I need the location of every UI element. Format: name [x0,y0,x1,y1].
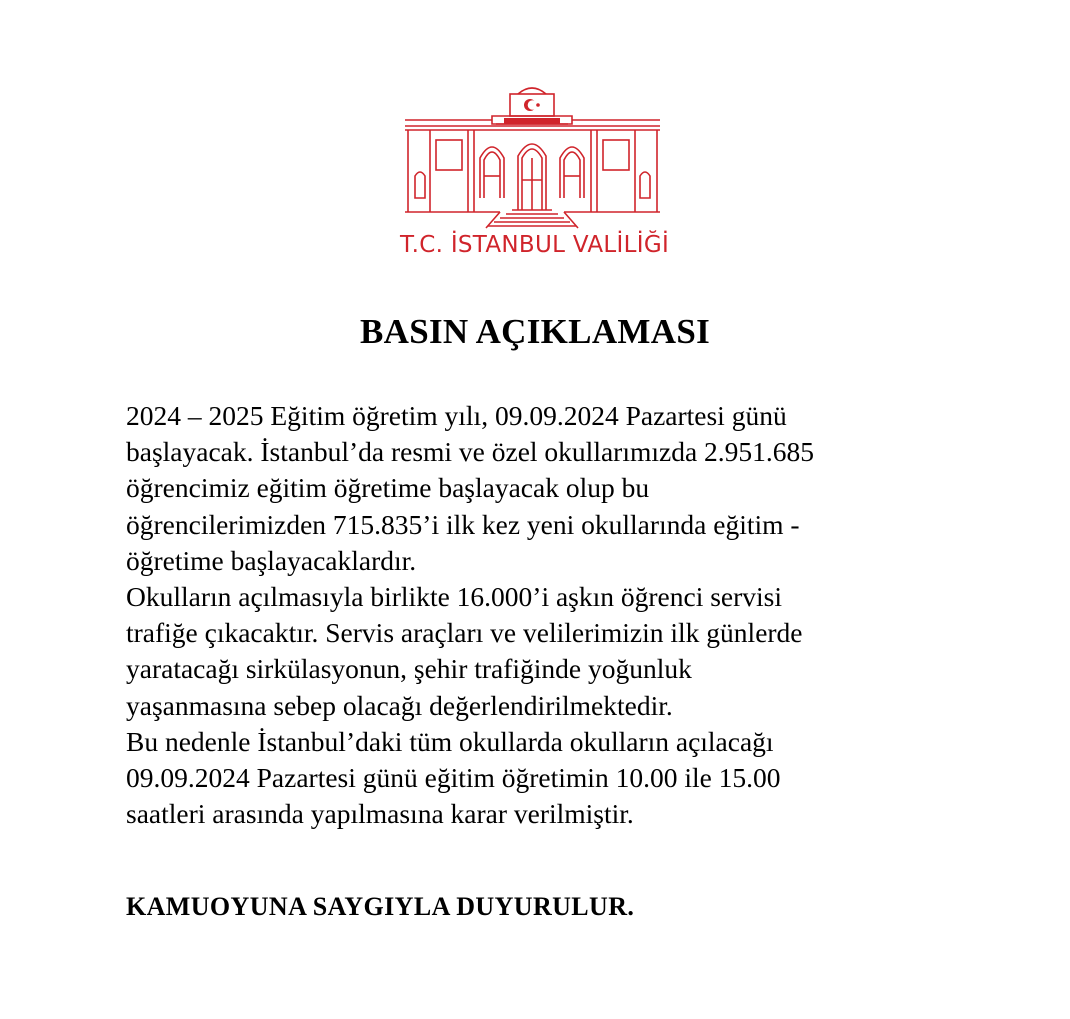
body-line: 09.09.2024 Pazartesi günü eğitim öğretimin 10.00 ile 15.00 [126,762,781,794]
body-line: başlayacak. İstanbul’da resmi ve özel okullarımızda 2.951.685 [126,436,815,468]
body-line: 2024 – 2025 Eğitim öğretim yılı, 09.09.2024 Pazartesi günü [126,400,787,431]
arched-windows [480,144,584,210]
logo-caption: T.C. İSTANBUL VALİLİĞİ [400,232,670,258]
crescent-star-emblem [510,88,554,116]
body-line: öğretime başlayacaklardır. [126,544,417,576]
entrance-stairs [486,210,578,228]
governorship-building-icon [400,80,665,230]
body-line: öğrencilerimizden 715.835’i ilk kez yeni okullarında eğitim - [126,508,800,540]
closing-statement: KAMUOYUNA SAYGIYLA DUYURULUR. [126,892,635,921]
body-line: Bu nedenle İstanbul’daki tüm okullarda okulların açılacağı [126,725,774,757]
body-line: öğrencimiz eğitim öğretime başlayacak olup bu [126,472,650,504]
body-line: yaratacağı sirkülasyonun, şehir trafiğinde yoğunluk [126,653,692,685]
body-line: Okulların açılmasıyla birlikte 16.000’i aşkın öğrenci servisi [126,581,783,613]
press-release-body [126,398,986,832]
page-title: BASIN AÇIKLAMASI [359,312,710,351]
body-line: yaşanmasına sebep olacağı değerlendirilmektedir. [126,689,673,721]
body-line: saatleri arasında yapılmasına karar verilmiştir. [126,798,634,830]
body-line: trafiğe çıkacaktır. Servis araçları ve velilerimizin ilk günlerde [126,617,803,649]
istanbul-governorship-logo [400,80,670,265]
